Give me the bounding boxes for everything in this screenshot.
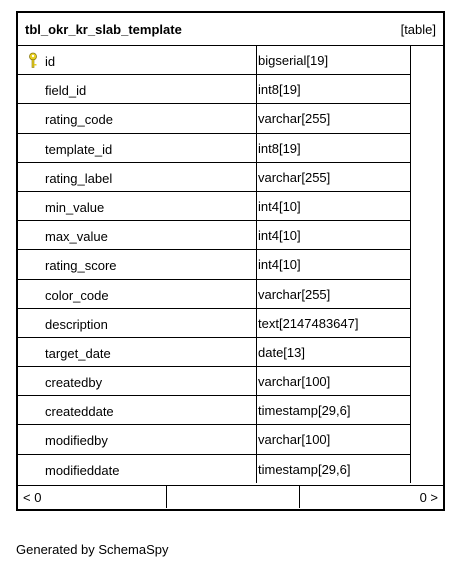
column-type: int4[10] — [258, 257, 301, 273]
table-row[interactable] — [18, 104, 410, 133]
column-name: target_date — [45, 345, 111, 361]
table-row[interactable] — [18, 309, 410, 338]
table-row[interactable] — [18, 221, 410, 250]
table-row[interactable] — [18, 338, 410, 367]
footer-divider — [166, 486, 167, 508]
table-node[interactable] — [16, 11, 445, 511]
column-name: rating_score — [45, 258, 117, 274]
column-name: modifieddate — [45, 462, 120, 478]
column-name: createdby — [45, 375, 103, 391]
footer-parents-count[interactable]: < 0 — [23, 490, 42, 505]
column-type: varchar[255] — [258, 111, 331, 127]
column-type: int8[19] — [258, 140, 301, 156]
column-name: id — [45, 54, 56, 69]
column-type: timestamp[29,6] — [258, 403, 351, 419]
column-type: text[2147483647] — [258, 315, 359, 331]
table-row[interactable] — [18, 280, 410, 309]
table-row[interactable] — [18, 192, 410, 221]
key-icon — [26, 52, 40, 68]
table-footer — [18, 485, 443, 509]
column-name: max_value — [45, 229, 108, 245]
footer-children-count[interactable]: 0 > — [419, 490, 438, 505]
column-type: varchar[255] — [258, 169, 331, 185]
column-name: rating_code — [45, 112, 113, 128]
column-type: int8[19] — [258, 82, 301, 98]
column-type: timestamp[29,6] — [258, 461, 351, 477]
column-type: date[13] — [258, 344, 305, 360]
column-type: int4[10] — [258, 198, 301, 214]
table-row[interactable] — [18, 134, 410, 163]
column-name: description — [45, 316, 108, 332]
table-row[interactable] — [18, 250, 410, 279]
table-header — [18, 13, 443, 46]
column-name: min_value — [45, 199, 105, 215]
table-row[interactable] — [18, 46, 410, 75]
table-title[interactable]: tbl_okr_kr_slab_template — [25, 22, 182, 37]
footer-divider — [299, 486, 300, 508]
column-name: color_code — [45, 287, 109, 303]
table-row[interactable] — [18, 455, 410, 484]
column-name: field_id — [45, 83, 87, 99]
table-row[interactable] — [18, 396, 410, 425]
table-row[interactable] — [18, 163, 410, 192]
column-type: int4[10] — [258, 228, 301, 244]
column-divider — [256, 46, 257, 483]
column-type: varchar[255] — [258, 286, 331, 302]
table-row[interactable] — [18, 367, 410, 396]
column-type: bigserial[19] — [258, 53, 329, 68]
column-list — [18, 46, 410, 484]
column-name: createddate — [45, 404, 114, 420]
column-type: varchar[100] — [258, 374, 331, 390]
column-divider-right — [410, 46, 411, 483]
table-row[interactable] — [18, 425, 410, 454]
column-type: varchar[100] — [258, 432, 331, 448]
table-kind: [table] — [400, 22, 436, 37]
generated-by-label: Generated by SchemaSpy — [16, 542, 169, 557]
table-row[interactable] — [18, 75, 410, 104]
column-name: template_id — [45, 141, 113, 157]
column-name: rating_label — [45, 170, 113, 186]
column-name: modifiedby — [45, 433, 108, 449]
